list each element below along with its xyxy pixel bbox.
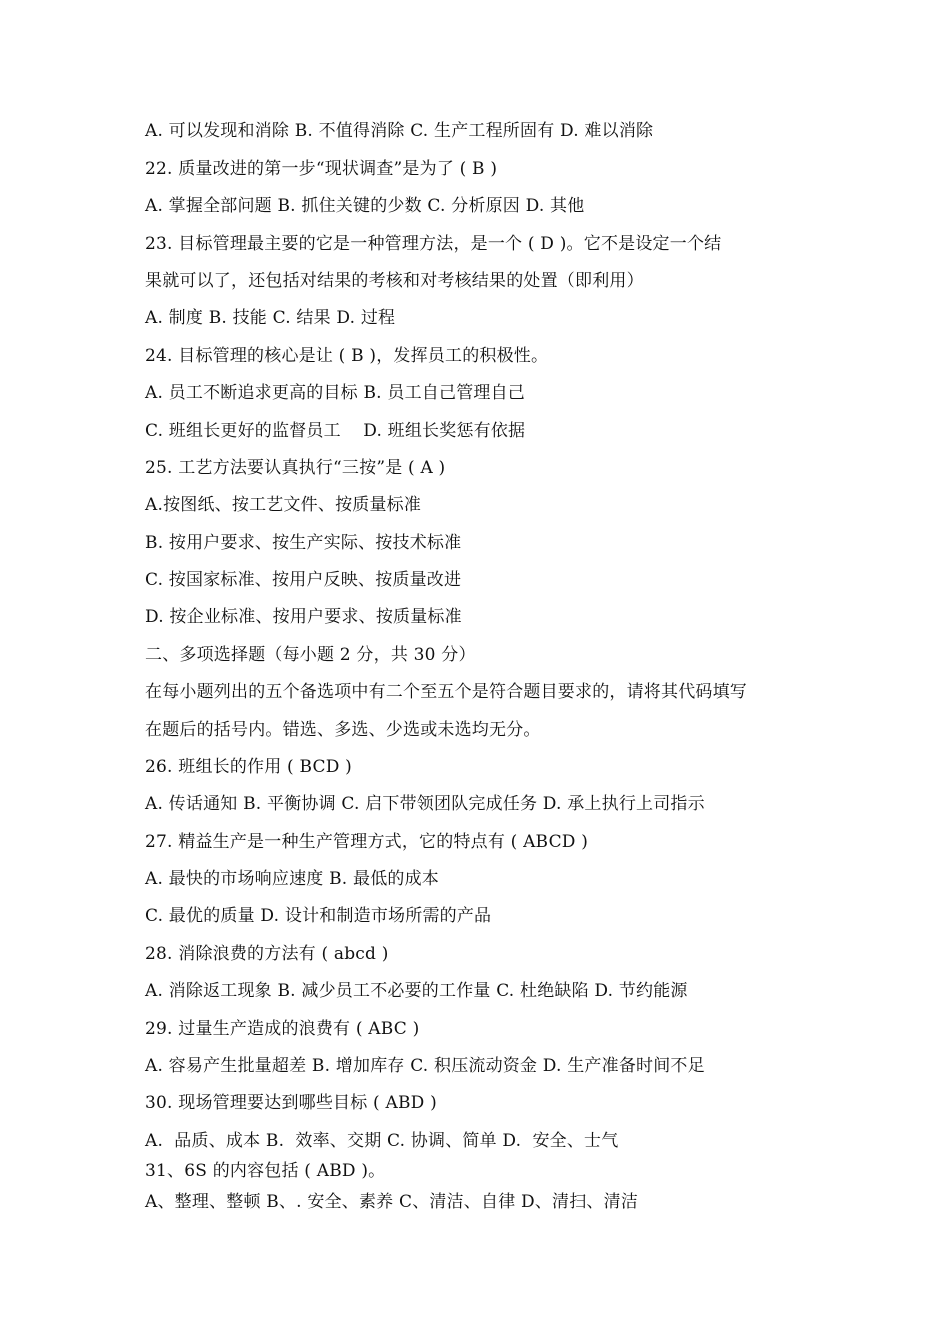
text-line: A.按图纸、按工艺文件、按质量标准	[145, 495, 422, 515]
text-line: A. 传话通知 B. 平衡协调 C. 启下带领团队完成任务 D. 承上执行上司指示	[145, 794, 705, 814]
text-line: 29. 过量生产造成的浪费有 ( ABC )	[145, 1019, 420, 1039]
text-line: C. 最优的质量 D. 设计和制造市场所需的产品	[145, 906, 492, 926]
text-line: 24. 目标管理的核心是让 ( B )，发挥员工的积极性。	[145, 346, 549, 366]
text-line: 在每小题列出的五个备选项中有二个至五个是符合题目要求的，请将其代码填写	[145, 682, 747, 702]
text-line: A. 掌握全部问题 B. 抓住关键的少数 C. 分析原因 D. 其他	[145, 196, 585, 216]
text-line: A. 品质、成本 B. 效率、交期 C. 协调、简单 D. 安全、士气	[145, 1131, 619, 1151]
text-line: 28. 消除浪费的方法有 ( abcd )	[145, 944, 389, 964]
text-line: 27. 精益生产是一种生产管理方式，它的特点有 ( ABCD )	[145, 832, 589, 852]
text-line: 25. 工艺方法要认真执行“三按”是 ( A )	[145, 458, 446, 478]
text-line: A. 最快的市场响应速度 B. 最低的成本	[145, 869, 439, 889]
text-line: B. 按用户要求、按生产实际、按技术标准	[145, 533, 462, 553]
text-line: A. 员工不断追求更高的目标 B. 员工自己管理自己	[145, 383, 525, 403]
text-line: 在题后的括号内。错选、多选、少选或未选均无分。	[145, 720, 541, 740]
text-line: C. 按国家标准、按用户反映、按质量改进	[145, 570, 462, 590]
text-line: 26. 班组长的作用 ( BCD )	[145, 757, 352, 777]
text-line: 31、6S 的内容包括 ( ABD )。	[145, 1161, 386, 1181]
text-line: A. 容易产生批量超差 B. 增加库存 C. 积压流动资金 D. 生产准备时间不足	[145, 1056, 705, 1076]
text-line: 30. 现场管理要达到哪些目标 ( ABD )	[145, 1093, 437, 1113]
section-heading: 二、多项选择题（每小题 2 分，共 30 分）	[145, 645, 476, 665]
text-line: D. 按企业标准、按用户要求、按质量标准	[145, 607, 462, 627]
text-line: 23. 目标管理最主要的它是一种管理方法，是一个 ( D )。它不是设定一个结	[145, 234, 722, 254]
text-line: A. 制度 B. 技能 C. 结果 D. 过程	[145, 308, 396, 328]
text-line: A. 可以发现和消除 B. 不值得消除 C. 生产工程所固有 D. 难以消除	[145, 121, 654, 141]
text-line: A. 消除返工现象 B. 减少员工不必要的工作量 C. 杜绝缺陷 D. 节约能源	[145, 981, 688, 1001]
text-line: A、整理、整顿 B、. 安全、素养 C、清洁、自律 D、清扫、清洁	[145, 1192, 639, 1212]
text-line: 22. 质量改进的第一步“现状调查”是为了 ( B )	[145, 159, 498, 179]
text-line: C. 班组长更好的监督员工 D. 班组长奖惩有依据	[145, 421, 526, 441]
text-line: 果就可以了，还包括对结果的考核和对考核结果的处置（即利用）	[145, 271, 644, 291]
